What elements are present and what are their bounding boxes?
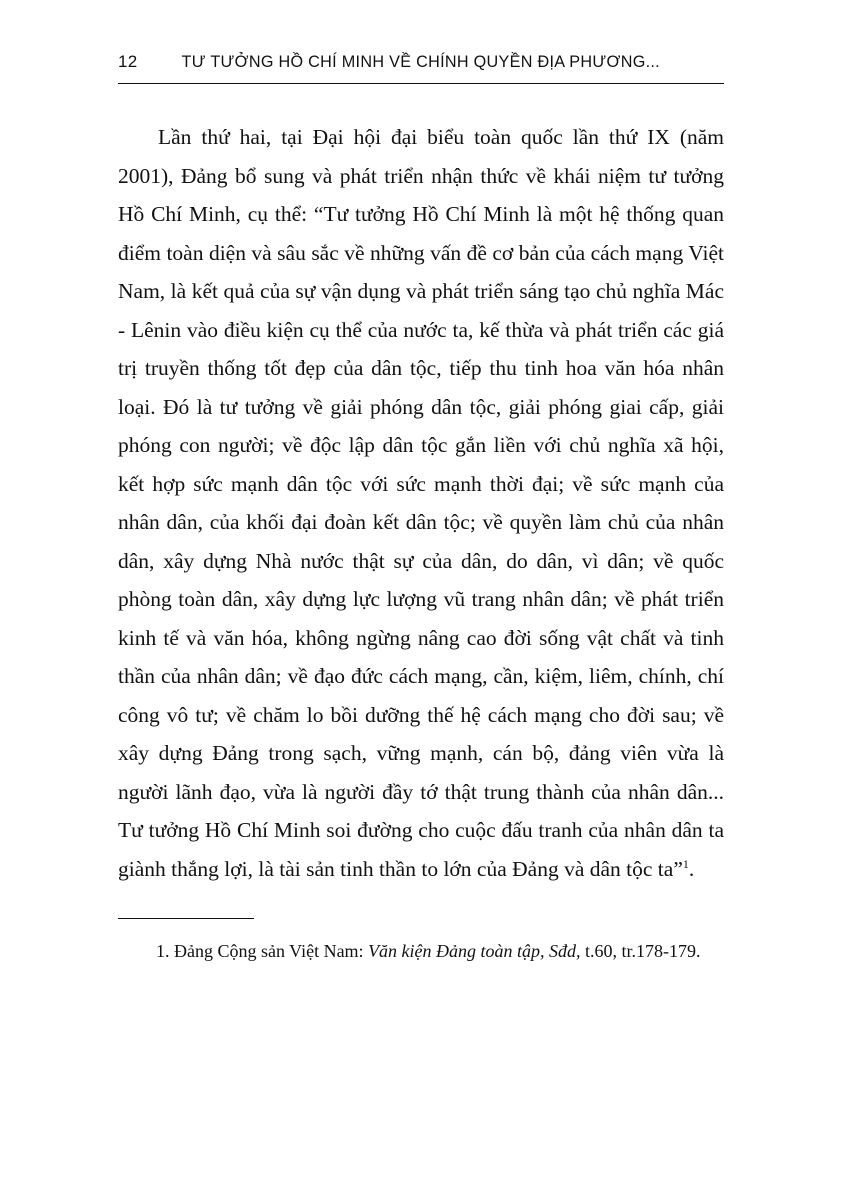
running-head-title: TƯ TƯỞNG HỒ CHÍ MINH VỀ CHÍNH QUYỀN ĐỊA PHƯƠNG... — [181, 53, 660, 71]
body-paragraph-text: Lần thứ hai, tại Đại hội đại biểu toàn quốc lần thứ IX (năm 2001), Đảng bổ sung và phát triển nhận thức về khái niệm tư tưởng Hồ Chí Minh, cụ thể: “Tư tưởng Hồ Chí Minh là một hệ thống quan điểm toàn diện và sâu sắc về những vấn đề cơ bản của cách mạng Việt Nam, là kết quả của sự vận dụng và phát triển sáng tạo chủ nghĩa Mác - Lênin vào điều kiện cụ thể của nước ta, kế thừa và phát triển các giá trị truyền thống tốt đẹp của dân tộc, tiếp thu tinh hoa văn hóa nhân loại. Đó là tư tưởng về giải phóng dân tộc, giải phóng giai cấp, giải phóng con người; về độc lập dân tộc gắn liền với chủ nghĩa xã hội, kết hợp sức mạnh dân tộc với sức mạnh thời đại; về sức mạnh của nhân dân, của khối đại đoàn kết dân tộc; về quyền làm chủ của nhân dân, xây dựng Nhà nước thật sự của dân, do dân, vì dân; về quốc phòng toàn dân, xây dựng lực lượng vũ trang nhân dân; về phát triển kinh tế và văn hóa, không ngừng nâng cao đời sống vật chất và tinh thần của nhân dân; về đạo đức cách mạng, cần, kiệm, liêm, chính, chí công vô tư; về chăm lo bồi dưỡng thế hệ cách mạng cho đời sau; về xây dựng Đảng trong sạch, vững mạnh, cán bộ, đảng viên vừa là người lãnh đạo, vừa là người đầy tớ thật trung thành của nhân dân... Tư tưởng Hồ Chí Minh soi đường cho cuộc đấu tranh của nhân dân ta giành thắng lợi, là tài sản tinh thần to lớn của Đảng và dân tộc ta” — [118, 125, 724, 881]
running-head — [118, 52, 724, 84]
footnote-reference: t.60, tr.178-179. — [580, 941, 701, 961]
body-paragraph — [118, 118, 724, 888]
footnote-marker: 1. — [156, 941, 170, 961]
page-number: 12 — [118, 52, 138, 71]
body-paragraph-tail: . — [688, 856, 695, 881]
footnote-reference-marker[interactable]: 1 — [682, 856, 689, 871]
footnote-separator — [118, 918, 254, 919]
footnote-source: Đảng Cộng sản Việt Nam: — [169, 941, 369, 961]
page-content — [118, 52, 724, 985]
footnote-entry — [118, 936, 724, 967]
footnote-work-title: Văn kiện Đảng toàn tập, Sđd, — [368, 941, 581, 961]
